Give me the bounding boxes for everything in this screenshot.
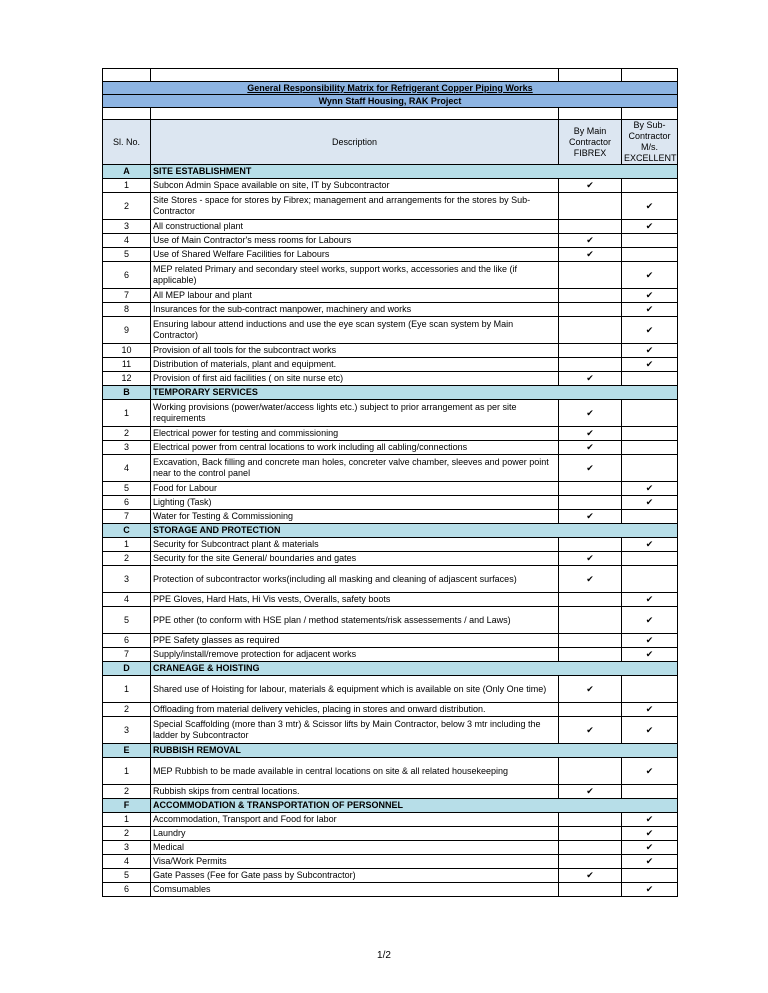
table-row — [103, 758, 678, 785]
row-description: Electrical power for testing and commissioning — [151, 427, 559, 441]
main-contractor-cell — [559, 676, 622, 703]
row-description: Special Scaffolding (more than 3 mtr) & Scissor lifts by Main Contractor, below 3 mtr including the ladder by Subcontractor — [151, 717, 559, 744]
table-row — [103, 441, 678, 455]
table-row — [103, 869, 678, 883]
check-icon: ✔ — [586, 407, 594, 418]
row-number: 6 — [103, 496, 151, 510]
main-contractor-cell — [559, 538, 622, 552]
row-number: 2 — [103, 427, 151, 441]
row-number: 10 — [103, 344, 151, 358]
sub-contractor-cell — [622, 262, 678, 289]
section-title: SITE ESTABLISHMENT — [151, 165, 678, 179]
section-title: ACCOMMODATION & TRANSPORTATION OF PERSONNEL — [151, 799, 678, 813]
row-number: 5 — [103, 482, 151, 496]
section-title: STORAGE AND PROTECTION — [151, 524, 678, 538]
row-description: Laundry — [151, 827, 559, 841]
sub-contractor-cell — [622, 869, 678, 883]
table-row — [103, 303, 678, 317]
sub-contractor-cell — [622, 193, 678, 220]
check-icon: ✔ — [645, 884, 654, 894]
row-number: 1 — [103, 400, 151, 427]
sub-contractor-cell — [622, 634, 678, 648]
row-description: Comsumables — [151, 883, 559, 897]
header-main-contractor: By Main Contractor FIBREX — [559, 120, 622, 165]
section-row — [103, 662, 678, 676]
check-icon: ✔ — [645, 724, 654, 735]
row-number: 2 — [103, 703, 151, 717]
row-description: Food for Labour — [151, 482, 559, 496]
check-icon: ✔ — [586, 442, 594, 452]
main-contractor-cell — [559, 813, 622, 827]
subtitle-row — [103, 95, 678, 108]
table-row — [103, 552, 678, 566]
sub-contractor-cell — [622, 496, 678, 510]
row-number: 7 — [103, 648, 151, 662]
sub-contractor-cell — [622, 552, 678, 566]
row-number: 2 — [103, 193, 151, 220]
sub-contractor-cell — [622, 248, 678, 262]
section-id: E — [103, 744, 151, 758]
row-number: 6 — [103, 262, 151, 289]
main-contractor-cell — [559, 344, 622, 358]
sub-contractor-cell — [622, 372, 678, 386]
main-contractor-cell — [559, 372, 622, 386]
row-description: PPE Gloves, Hard Hats, Hi Vis vests, Overalls, safety boots — [151, 593, 559, 607]
check-icon: ✔ — [645, 649, 654, 659]
row-description: Electrical power from central locations to work including all cabling/connections — [151, 441, 559, 455]
section-title: TEMPORARY SERVICES — [151, 386, 678, 400]
check-icon: ✔ — [645, 828, 654, 838]
sub-contractor-cell — [622, 538, 678, 552]
row-number: 11 — [103, 358, 151, 372]
main-contractor-cell — [559, 496, 622, 510]
main-contractor-cell — [559, 855, 622, 869]
header-sl-no: Sl. No. — [103, 120, 151, 165]
check-icon: ✔ — [586, 462, 594, 473]
row-description: Working provisions (power/water/access lights etc.) subject to prior arrangement as per site requirements — [151, 400, 559, 427]
sub-contractor-cell — [622, 758, 678, 785]
row-description: Security for the site General/ boundaries and gates — [151, 552, 559, 566]
row-description: Security for Subcontract plant & materials — [151, 538, 559, 552]
table-row — [103, 234, 678, 248]
check-icon: ✔ — [645, 359, 654, 369]
row-description: Ensuring labour attend inductions and use the eye scan system (Eye scan system by Main Contractor) — [151, 317, 559, 344]
row-description: Water for Testing & Commissioning — [151, 510, 559, 524]
row-description: Medical — [151, 841, 559, 855]
row-number: 1 — [103, 813, 151, 827]
section-id: A — [103, 165, 151, 179]
check-icon: ✔ — [645, 635, 654, 645]
row-number: 4 — [103, 855, 151, 869]
section-id: F — [103, 799, 151, 813]
main-contractor-cell — [559, 193, 622, 220]
check-icon: ✔ — [586, 249, 594, 259]
check-icon: ✔ — [586, 870, 594, 880]
table-row — [103, 372, 678, 386]
sub-contractor-cell — [622, 220, 678, 234]
table-row — [103, 400, 678, 427]
table-row — [103, 193, 678, 220]
row-number: 3 — [103, 841, 151, 855]
table-row — [103, 648, 678, 662]
table-row — [103, 813, 678, 827]
row-number: 6 — [103, 634, 151, 648]
main-contractor-cell — [559, 234, 622, 248]
row-number: 4 — [103, 234, 151, 248]
row-description: Provision of first aid facilities ( on site nurse etc) — [151, 372, 559, 386]
row-description: Visa/Work Permits — [151, 855, 559, 869]
row-description: Excavation, Back filling and concrete man holes, concreter valve chamber, sleeves and power point near to the control panel — [151, 455, 559, 482]
table-row — [103, 496, 678, 510]
header-sub-contractor: By Sub-Contractor M/s. EXCELLENT — [622, 120, 678, 165]
row-description: All MEP labour and plant — [151, 289, 559, 303]
main-contractor-cell — [559, 358, 622, 372]
check-icon: ✔ — [645, 614, 654, 625]
sub-contractor-cell — [622, 813, 678, 827]
main-contractor-cell — [559, 841, 622, 855]
main-contractor-cell — [559, 317, 622, 344]
sub-contractor-cell — [622, 785, 678, 799]
sub-contractor-cell — [622, 566, 678, 593]
section-row — [103, 799, 678, 813]
check-icon: ✔ — [645, 345, 654, 355]
row-number: 6 — [103, 883, 151, 897]
check-icon: ✔ — [586, 511, 594, 521]
main-contractor-cell — [559, 220, 622, 234]
main-contractor-cell — [559, 566, 622, 593]
row-description: Provision of all tools for the subcontract works — [151, 344, 559, 358]
check-icon: ✔ — [645, 269, 654, 280]
main-contractor-cell — [559, 179, 622, 193]
row-description: Site Stores - space for stores by Fibrex; management and arrangements for the stores by Sub-Contractor — [151, 193, 559, 220]
sub-contractor-cell — [622, 234, 678, 248]
table-row — [103, 455, 678, 482]
sub-contractor-cell — [622, 841, 678, 855]
sub-contractor-cell — [622, 427, 678, 441]
row-number: 7 — [103, 289, 151, 303]
table-row — [103, 717, 678, 744]
row-number: 2 — [103, 552, 151, 566]
sub-contractor-cell — [622, 317, 678, 344]
project-name: Wynn Staff Housing, RAK Project — [103, 95, 678, 108]
sub-contractor-cell — [622, 883, 678, 897]
main-contractor-cell — [559, 869, 622, 883]
sub-contractor-cell — [622, 358, 678, 372]
check-icon: ✔ — [645, 483, 654, 493]
table-row — [103, 607, 678, 634]
check-icon: ✔ — [645, 304, 654, 314]
row-description: PPE other (to conform with HSE plan / method statements/risk assessements / and Laws) — [151, 607, 559, 634]
section-title: RUBBISH REMOVAL — [151, 744, 678, 758]
main-contractor-cell — [559, 607, 622, 634]
sub-contractor-cell — [622, 455, 678, 482]
row-description: Offloading from material delivery vehicles, placing in stores and onward distribution. — [151, 703, 559, 717]
check-icon: ✔ — [645, 842, 654, 852]
main-contractor-cell — [559, 303, 622, 317]
table-row — [103, 482, 678, 496]
row-description: Supply/install/remove protection for adjacent works — [151, 648, 559, 662]
main-contractor-cell — [559, 827, 622, 841]
check-icon: ✔ — [586, 553, 594, 563]
check-icon: ✔ — [586, 683, 594, 694]
sub-contractor-cell — [622, 344, 678, 358]
table-row — [103, 634, 678, 648]
row-description: Distribution of materials, plant and equipment. — [151, 358, 559, 372]
sub-contractor-cell — [622, 179, 678, 193]
row-description: Insurances for the sub-contract manpower, machinery and works — [151, 303, 559, 317]
section-row — [103, 744, 678, 758]
row-description: Gate Passes (Fee for Gate pass by Subcontractor) — [151, 869, 559, 883]
main-contractor-cell — [559, 703, 622, 717]
main-contractor-cell — [559, 510, 622, 524]
table-row — [103, 538, 678, 552]
main-contractor-cell — [559, 648, 622, 662]
row-description: Protection of subcontractor works(including all masking and cleaning of adjascent surfaces) — [151, 566, 559, 593]
matrix-title: General Responsibility Matrix for Refrigerant Copper Piping Works — [103, 82, 678, 95]
row-number: 9 — [103, 317, 151, 344]
row-number: 2 — [103, 785, 151, 799]
section-id: B — [103, 386, 151, 400]
check-icon: ✔ — [586, 724, 594, 735]
table-row — [103, 510, 678, 524]
check-icon: ✔ — [586, 573, 594, 584]
row-number: 4 — [103, 455, 151, 482]
row-description: Subcon Admin Space available on site, IT by Subcontractor — [151, 179, 559, 193]
row-description: Shared use of Hoisting for labour, materials & equipment which is available on site (Only One time) — [151, 676, 559, 703]
row-number: 7 — [103, 510, 151, 524]
matrix-body — [103, 69, 678, 897]
check-icon: ✔ — [645, 765, 654, 776]
sub-contractor-cell — [622, 676, 678, 703]
table-row — [103, 883, 678, 897]
check-icon: ✔ — [645, 704, 654, 714]
responsibility-matrix — [102, 68, 678, 897]
sub-contractor-cell — [622, 510, 678, 524]
row-number: 3 — [103, 717, 151, 744]
table-row — [103, 248, 678, 262]
check-icon: ✔ — [645, 594, 654, 604]
sub-contractor-cell — [622, 855, 678, 869]
main-contractor-cell — [559, 427, 622, 441]
sub-contractor-cell — [622, 593, 678, 607]
section-id: C — [103, 524, 151, 538]
check-icon: ✔ — [645, 814, 654, 824]
check-icon: ✔ — [645, 200, 654, 211]
table-row — [103, 358, 678, 372]
sub-contractor-cell — [622, 289, 678, 303]
main-contractor-cell — [559, 400, 622, 427]
table-row — [103, 566, 678, 593]
main-contractor-cell — [559, 289, 622, 303]
main-contractor-cell — [559, 758, 622, 785]
page-number: 1/2 — [377, 950, 391, 961]
sub-contractor-cell — [622, 703, 678, 717]
check-icon: ✔ — [586, 428, 594, 438]
row-number: 1 — [103, 538, 151, 552]
row-description: Use of Shared Welfare Facilities for Labours — [151, 248, 559, 262]
row-description: Use of Main Contractor's mess rooms for Labours — [151, 234, 559, 248]
main-contractor-cell — [559, 785, 622, 799]
row-number: 1 — [103, 676, 151, 703]
table-row — [103, 827, 678, 841]
row-description: MEP Rubbish to be made available in central locations on site & all related housekeeping — [151, 758, 559, 785]
table-row — [103, 593, 678, 607]
row-number: 1 — [103, 179, 151, 193]
row-description: Accommodation, Transport and Food for labor — [151, 813, 559, 827]
sub-contractor-cell — [622, 717, 678, 744]
table-row — [103, 317, 678, 344]
main-contractor-cell — [559, 262, 622, 289]
table-row — [103, 289, 678, 303]
table-row — [103, 841, 678, 855]
row-description: Lighting (Task) — [151, 496, 559, 510]
check-icon: ✔ — [645, 856, 654, 866]
row-number: 4 — [103, 593, 151, 607]
row-number: 5 — [103, 607, 151, 634]
table-row — [103, 179, 678, 193]
section-title: CRANEAGE & HOISTING — [151, 662, 678, 676]
main-contractor-cell — [559, 441, 622, 455]
check-icon: ✔ — [645, 290, 654, 300]
header-description: Description — [151, 120, 559, 165]
section-row — [103, 165, 678, 179]
section-row — [103, 524, 678, 538]
check-icon: ✔ — [586, 235, 594, 245]
sub-contractor-cell — [622, 303, 678, 317]
table-row — [103, 262, 678, 289]
check-icon: ✔ — [645, 221, 654, 231]
table-row — [103, 427, 678, 441]
main-contractor-cell — [559, 883, 622, 897]
row-number: 3 — [103, 220, 151, 234]
sub-contractor-cell — [622, 827, 678, 841]
check-icon: ✔ — [645, 324, 654, 335]
row-description: Rubbish skips from central locations. — [151, 785, 559, 799]
check-icon: ✔ — [645, 497, 654, 507]
check-icon: ✔ — [586, 180, 594, 190]
check-icon: ✔ — [586, 373, 594, 383]
title-row — [103, 82, 678, 95]
main-contractor-cell — [559, 248, 622, 262]
row-number: 5 — [103, 869, 151, 883]
sub-contractor-cell — [622, 607, 678, 634]
blank-row — [103, 69, 678, 82]
main-contractor-cell — [559, 717, 622, 744]
row-number: 1 — [103, 758, 151, 785]
row-number: 3 — [103, 441, 151, 455]
section-id: D — [103, 662, 151, 676]
main-contractor-cell — [559, 593, 622, 607]
table-row — [103, 703, 678, 717]
row-number: 12 — [103, 372, 151, 386]
row-description: PPE Safety glasses as required — [151, 634, 559, 648]
spacer-row — [103, 108, 678, 120]
main-contractor-cell — [559, 482, 622, 496]
table-row — [103, 344, 678, 358]
row-number: 3 — [103, 566, 151, 593]
main-contractor-cell — [559, 634, 622, 648]
row-number: 5 — [103, 248, 151, 262]
sub-contractor-cell — [622, 648, 678, 662]
table-row — [103, 220, 678, 234]
section-row — [103, 386, 678, 400]
row-description: MEP related Primary and secondary steel works, support works, accessories and the like (if applicable) — [151, 262, 559, 289]
table-row — [103, 785, 678, 799]
sub-contractor-cell — [622, 441, 678, 455]
table-row — [103, 855, 678, 869]
row-description: All constructional plant — [151, 220, 559, 234]
row-number: 8 — [103, 303, 151, 317]
sub-contractor-cell — [622, 482, 678, 496]
table-row — [103, 676, 678, 703]
check-icon: ✔ — [645, 539, 654, 549]
main-contractor-cell — [559, 455, 622, 482]
check-icon: ✔ — [586, 786, 594, 796]
main-contractor-cell — [559, 552, 622, 566]
header-row — [103, 120, 678, 165]
sub-contractor-cell — [622, 400, 678, 427]
row-number: 2 — [103, 827, 151, 841]
